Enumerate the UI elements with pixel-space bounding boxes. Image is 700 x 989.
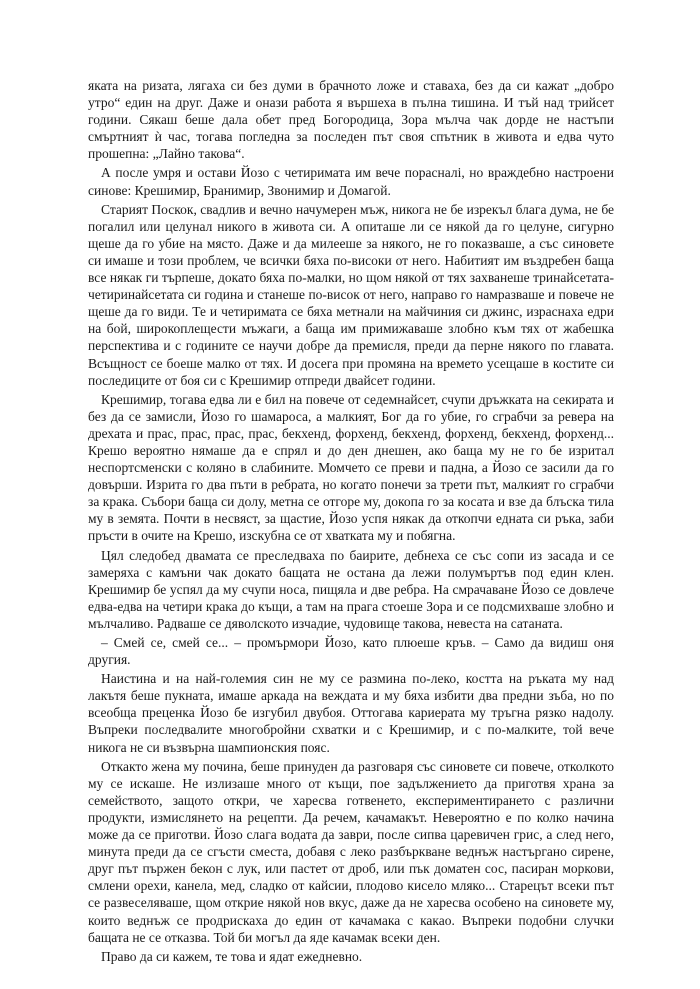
- text-body: [88, 77, 614, 967]
- paragraph: Старият Поскок, свадлив и вечно начумерен мъж, никога не бе изрекъл блага дума, не бе погалил или целунал никого в живота си. А опиташе ли се някой да го целуне, сигурно щеше да го убие на място. Даже и да милееше за някого, не го показваше, а със синовете си имаше и този проблем, че всички бяха по-високи от него. Набитият им въздребен баща все някак ги търпеше, докато бяха по-малки, но щом някой от тях захванеше тринайсетата-четиринайсетата си година и станеше по-висок от него, направо го намразваше и повече не щеше да го види. Те и четиримата се бяха метнали на майчиния си джинс, израснаха едри на бой, широкоплещести мъжаги, а баща им примижаваше злобно към тях от жабешка перспектива и с годините се научи добре да премисля, преди да перне някого по главата. Всъщност се боеше малко от тях. И досега при промяна на времето усещаше в костите си последиците от боя си с Крешимир отпреди двайсет години.: [88, 201, 614, 388]
- paragraph: Цял следобед двамата се преследваха по баирите, дебнеха се със сопи из засада и се замеряха с камъни чак докато бащата не остана да лежи полумъртъв под един клен. Крешимир бе успял да му счупи носа, пищяла и две ребра. На смрачаване Йозо се довлече едва-едва на четири крака до къщи, а там на прага стоеше Зора и се подсмихваше злобно и мълчаливо. Радваше се дяволското изчадие, чудовище такова, невеста на сатаната.: [88, 547, 614, 631]
- paragraph: А после умря и остави Йозо с четиримата им вече порасналі, но враждебно настроени синове: Крешимир, Бранимир, Звонимир и Домагой.: [88, 165, 614, 198]
- paragraph: Откакто жена му почина, беше принуден да разговаря със синовете си повече, отколкото му се искаше. Не излизаше много от къщи, пое задължението да приготвя храна за семейството, защото откри, че харесва готвенето, експериментирането с различни продукти, измислянето на рецепти. Да речем, качамакът. Невероятно е по колко начина може да се приготви. Йозо слага водата да заври, после сипва царевичен грис, а след него, минута преди да се сгъсти сместа, добавя с леко разбъркване веднъж настъргано сирене, друг път пържен бекон с лук, или пастет от дроб, или пък доматен сос, пасиран моркови, смлени орехи, канела, мед, сладко от кайсии, плодово кисело мляко... Старецът всеки път се развеселяваше, щом открие някой нов вкус, даже да не харесва особено на синовете му, които веднъж се продрискаха до един от качамака с какао. Въпреки подобни случки бащата не се отказва. Той би могъл да яде качамак всеки ден.: [88, 758, 614, 945]
- paragraph: – Смей се, смей се... – промърмори Йозо, като плюеше кръв. – Само да видиш оня другия.: [88, 635, 614, 668]
- paragraph: Право да си кажем, те това и ядат ежедневно.: [101, 948, 363, 964]
- paragraph: Крешимир, тогава едва ли е бил на повече от седемнайсет, счупи дръжката на секирата и без да се замисли, Йозо го шамароса, а малкият, Бог да го убие, го сграбчи за ревера на дрехата и прас, прас, прас, прас, бекхенд, форхенд, бекхенд, форхенд, бекхенд, форхенд... Крешо вероятно нямаше да е спрял и до ден днешен, ако баща му не го бе изритал неспортсменски с коляно в слабините. Момчето се преви и падна, а Йозо се засили да го довърши. Изрита го два пъти в ребрата, но когато понечи за трети път, малкият го сграбчи за крака. Събори баща си долу, метна се отгоре му, докопа го за косата и взе да блъска тила му в земята. Почти в несвяст, за щастие, Йозо успя някак да откопчи едната си ръка, заби пръсти в очите на Крешо, изскубна се от хватката му и побягна.: [88, 391, 614, 544]
- paragraph: Наистина и на най-големия син не му се размина по-леко, костта на ръката му над лакътя беше пукната, имаше аркада на веждата и му бяха избити два предни зъба, но по всеобща преценка Йозо бе изгубил двубоя. Оттогава кариерата му тръгна рязко надолу. Въпреки последвалите многобройни схватки и с Крешимир, и с по-малките, той вече никога не си възвърна шампионския пояс.: [88, 671, 614, 755]
- paragraph: яката на ризата, лягаха си без думи в брачното ложе и ставаха, без да си кажат „добро утро“ един на друг. Даже и онази работа я вършеха в пълна тишина. И тъй над трийсет години. Сякаш беше дала обет пред Богородица, Зора мълча чак дорде не настъпи смъртният ѝ час, тогава погледна за последен път своя спътник в живота и едва чуто прошепна: „Лайно такова“.: [88, 78, 614, 162]
